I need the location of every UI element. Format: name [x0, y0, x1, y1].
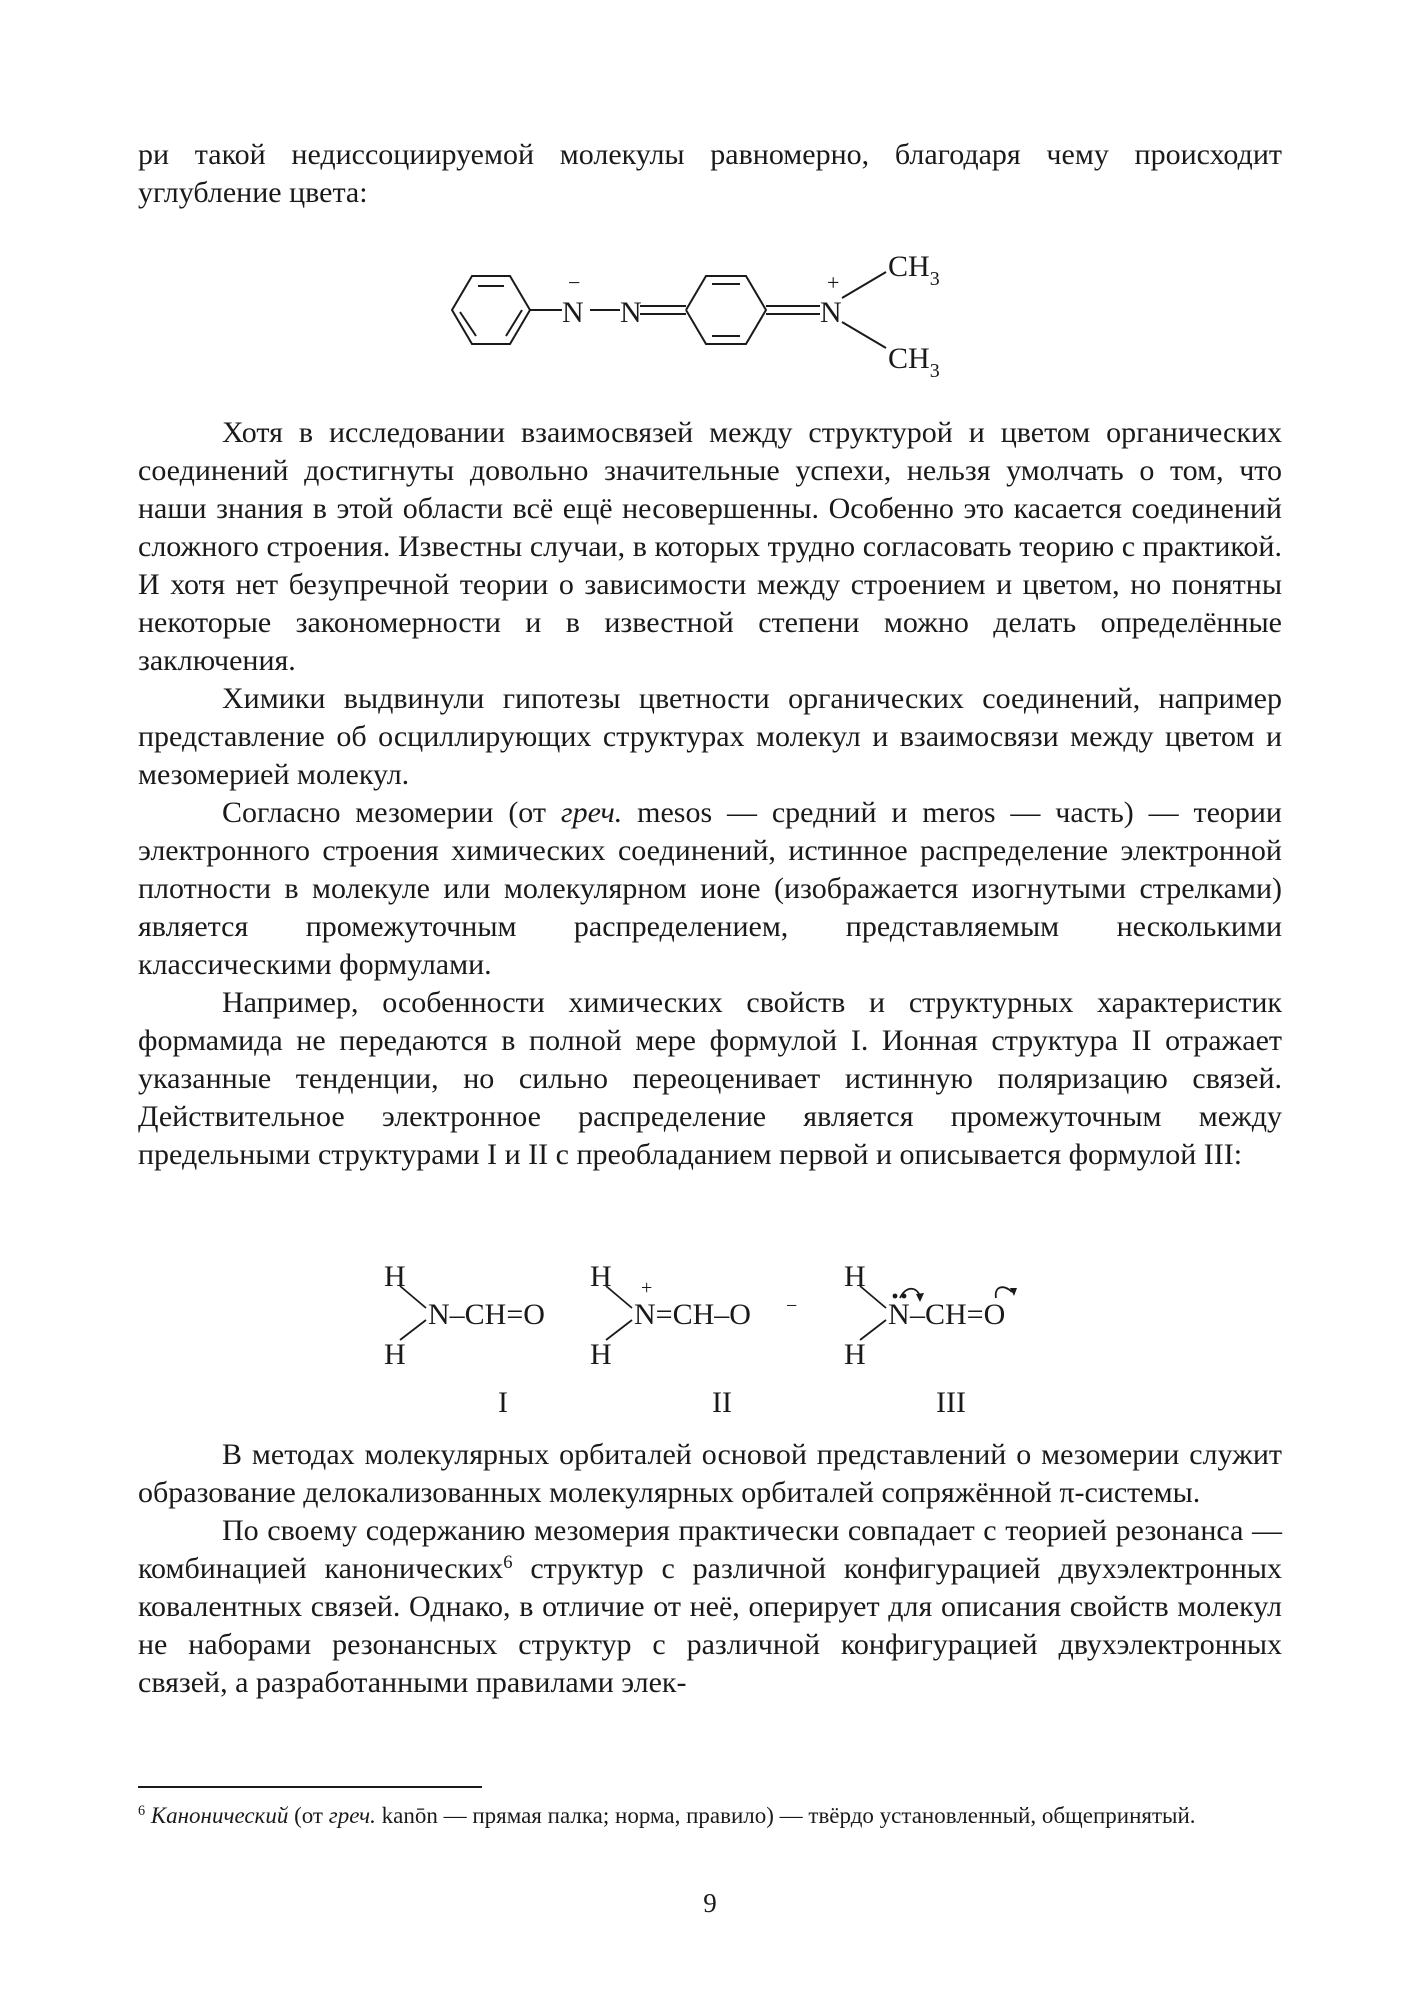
- s2-charge-plus: +: [641, 1277, 653, 1299]
- s2-charge-minus: −: [786, 1295, 798, 1317]
- s1-h-bottom: H: [384, 1338, 406, 1371]
- structure-label-I: I: [498, 1386, 508, 1419]
- s2-h-bottom: H: [590, 1338, 612, 1371]
- s3-h-top: H: [844, 1260, 866, 1293]
- s1-main-formula: N–CH=O: [428, 1298, 545, 1331]
- azo-n-right-charge: +: [827, 270, 840, 295]
- azo-n-right: N: [820, 296, 842, 329]
- azo-dye-formula: [430, 242, 1010, 399]
- azo-n-left-charge: −: [568, 270, 581, 295]
- paragraph-mesomerism: Согласно мезомерии (от греч. mesos — средний и meros — часть) — теории электронного строения химических соединений, истинное распределение электронной плотности в молекуле или молекулярном ионе (изображается изогнутыми стрелками) является промежуточным распределением, представляемым несколькими классическими формулами.: [138, 796, 1282, 981]
- footnote-term: Канонический: [150, 1803, 289, 1828]
- methyl-bottom: $CH_3$: [888, 342, 940, 382]
- body-text-block-lower: [138, 1436, 1282, 1702]
- s3-nitrogen: N: [888, 1298, 910, 1331]
- paragraph-text: Например, особенности химических свойств и структурных характеристик формамида не передаются в полной мере формулой I. Ионная структура II отражает указанные тенденции, но сильно переоценивает истинную поляризацию связей. Действительное электронное распределение является промежуточным между предельными структурами I и II с преобладанием первой и описывается формулой III:: [138, 986, 1282, 1171]
- formamide-structures: [380, 1252, 1040, 1427]
- s2-main-formula: N=CH–O: [634, 1298, 751, 1331]
- formamide-resonance-diagram: [380, 1252, 1040, 1422]
- footnote-number: 6: [138, 1803, 146, 1820]
- footnote-text: $^6$ Канонический (от греч. kanōn — прямая палка; норма, правило) — твёрдо установленный, общепринятый.: [138, 1803, 1196, 1828]
- s3-rest-formula: –CH=O: [910, 1298, 1006, 1331]
- quinoid-ring: [686, 276, 766, 344]
- methyl-top: $CH_3$: [888, 250, 940, 290]
- s2-h-top: H: [590, 1260, 612, 1293]
- structure-label-III: III: [936, 1386, 966, 1419]
- paragraph-text: Химики выдвинули гипотезы цветности органических соединений, например представление об осциллирующих структурах молекул и взаимосвязи между цветом и мезомерией молекул.: [138, 682, 1282, 791]
- paragraph-text: В методах молекулярных орбиталей основой представлений о мезомерии служит образование делокализованных молекулярных орбиталей сопряжённой π-системы.: [138, 1438, 1282, 1509]
- azo-dye-structure: [430, 242, 1010, 394]
- azo-n-left: N: [562, 296, 584, 329]
- footnote: [138, 1800, 1282, 1831]
- curved-arrow-to-o: [996, 1287, 1012, 1298]
- footnote-reference[interactable]: 6: [503, 1551, 513, 1573]
- body-text-block: [138, 414, 1282, 1174]
- s1-h-top: H: [384, 1260, 406, 1293]
- footnote-separator: [138, 1786, 482, 1788]
- paragraph-continuation: [138, 136, 1282, 212]
- paragraph-text: ри такой недиссоциируемой молекулы равномерно, благодаря чему происходит углубление цвета:: [138, 138, 1282, 209]
- s3-h-bottom: H: [844, 1338, 866, 1371]
- paragraph-resonance: По своему содержанию мезомерия практически совпадает с теорией резонанса — комбинацией канонических$^6$ структур с различной конфигурацией двухэлектронных ковалентных связей. Однако, в отличие от неё, оперирует для описания свойств молекул не наборами резонансных структур с различной конфигурацией двухэлектронных связей, а разработанными правилами элек-: [138, 1514, 1282, 1699]
- structure-label-II: II: [712, 1386, 732, 1419]
- paragraph-text: Хотя в исследовании взаимосвязей между структурой и цветом органических соединений достигнуты довольно значительные успехи, нельзя умолчать о том, что наши знания в этой области всё ещё несовершенны. Особенно это касается соединений сложного строения. Известны случаи, в которых трудно согласовать теорию с практикой. И хотя нет безупречной теории о зависимости между строением и цветом, но понятны некоторые закономерности и в известной степени можно делать определённые заключения.: [138, 416, 1282, 677]
- azo-n-middle: N: [620, 296, 642, 329]
- page-number: 9: [703, 1888, 717, 1918]
